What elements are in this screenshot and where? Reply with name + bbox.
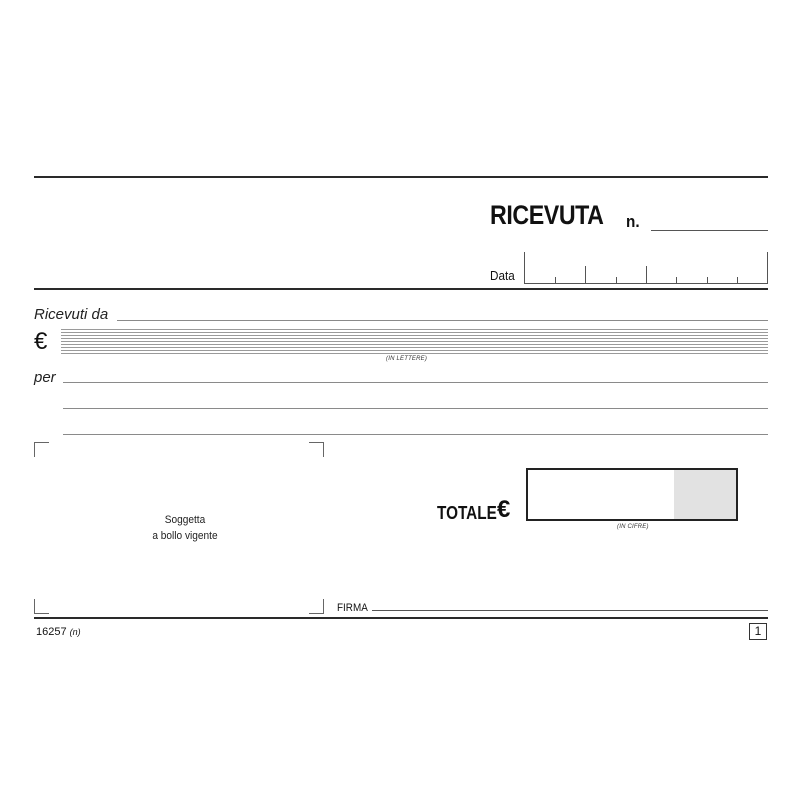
date-field[interactable] bbox=[524, 252, 768, 284]
receipt-title: RICEVUTA bbox=[490, 200, 604, 230]
received-from-label: Ricevuti da bbox=[34, 306, 109, 323]
purpose-label: per bbox=[34, 369, 56, 386]
top-border-rule bbox=[34, 176, 768, 178]
date-label: Data bbox=[490, 268, 515, 283]
date-tick bbox=[555, 277, 556, 283]
date-tick bbox=[737, 277, 738, 283]
purpose-field-line-2[interactable] bbox=[63, 408, 768, 409]
date-separator bbox=[585, 266, 586, 283]
date-tick bbox=[616, 277, 617, 283]
purpose-field-line-1[interactable] bbox=[63, 382, 768, 383]
amount-in-digits-caption: (IN CIFRE) bbox=[617, 524, 649, 530]
stamp-corner-top-right bbox=[309, 442, 324, 457]
copy-number-badge: 1 bbox=[749, 623, 767, 640]
total-label: TOTALE bbox=[437, 503, 497, 523]
stamp-corner-bottom-right bbox=[309, 599, 324, 614]
date-field-left-edge bbox=[524, 252, 525, 284]
stamp-note-line-1: Soggetta bbox=[164, 514, 206, 526]
total-amount-field[interactable] bbox=[526, 468, 738, 521]
signature-label: FIRMA bbox=[337, 602, 368, 614]
receipt-number-field[interactable] bbox=[651, 230, 768, 231]
form-code-number: 16257 bbox=[36, 626, 67, 638]
amount-in-words-field[interactable] bbox=[61, 329, 768, 354]
stamp-corner-top-left bbox=[34, 442, 49, 457]
received-from-field[interactable] bbox=[117, 320, 768, 321]
total-cents-field[interactable] bbox=[674, 470, 736, 519]
euro-symbol: € bbox=[34, 328, 48, 355]
date-tick bbox=[707, 277, 708, 283]
form-code bbox=[36, 626, 81, 638]
stamp-corner-bottom-left bbox=[34, 599, 49, 614]
signature-field[interactable] bbox=[372, 610, 768, 611]
total-euro-symbol: € bbox=[497, 496, 511, 523]
bottom-border-rule bbox=[34, 617, 768, 619]
date-field-right-edge bbox=[767, 252, 768, 284]
form-code-suffix: (n) bbox=[69, 627, 81, 637]
stamp-note-line-2: a bollo vigente bbox=[152, 530, 218, 542]
date-separator bbox=[646, 266, 647, 283]
purpose-field-line-3[interactable] bbox=[63, 434, 768, 435]
date-field-baseline bbox=[524, 283, 768, 284]
date-tick bbox=[676, 277, 677, 283]
stamp-note bbox=[134, 512, 235, 544]
receipt-number-label: n. bbox=[626, 212, 640, 231]
amount-in-words-caption: (IN LETTERE) bbox=[386, 356, 428, 362]
header-divider-rule bbox=[34, 288, 768, 290]
